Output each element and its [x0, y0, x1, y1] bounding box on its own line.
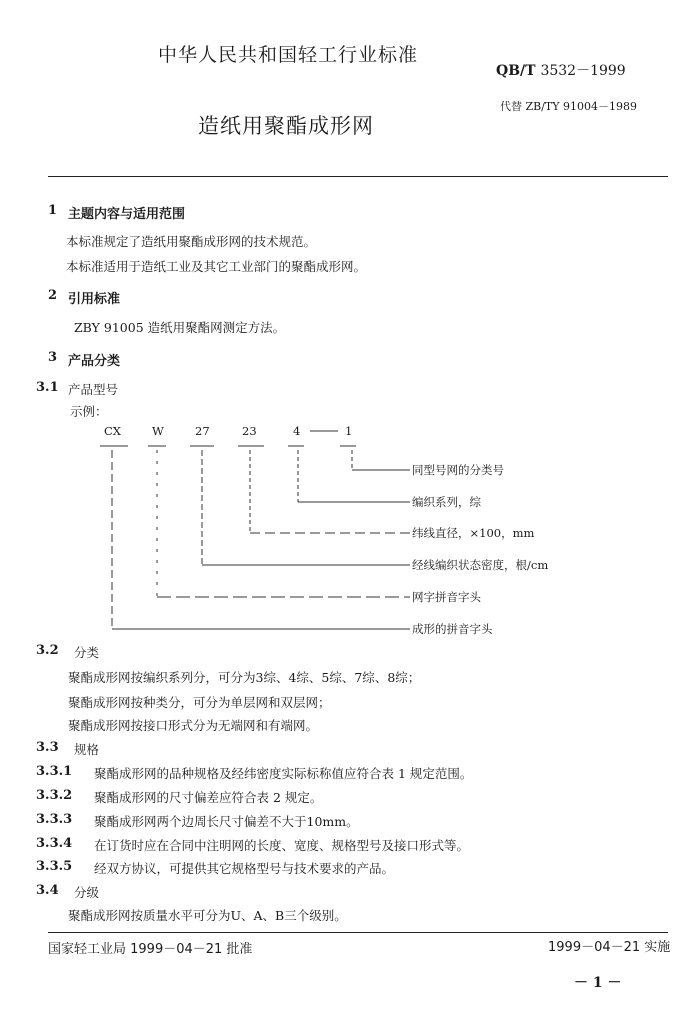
code-part-w: W — [152, 424, 164, 438]
item-3-3-2-text: 聚酯成形网的尺寸偏差应符合表 2 规定。 — [94, 790, 323, 805]
section-3-2-para-3: 聚酯成形网按接口形式分为无端网和有端网。 — [68, 718, 319, 733]
section-2-number: 2 — [48, 288, 58, 303]
item-3-3-1-number: 3.3.1 — [36, 764, 73, 779]
item-3-3-5-text: 经双方协议，可提供其它规格型号与技术要求的产品。 — [94, 861, 395, 876]
section-3-4-title: 分级 — [74, 885, 100, 900]
code-part-1: 1 — [345, 424, 353, 438]
item-3-3-5-number: 3.3.5 — [36, 859, 73, 874]
section-3-3-number: 3.3 — [36, 740, 59, 755]
section-3-1-number: 3.1 — [36, 380, 59, 395]
item-3-3-3-text: 聚酯成形网两个边周长尺寸偏差不大于10mm。 — [94, 814, 359, 829]
section-2-reference: ZBY 91005 造纸用聚酯网测定方法。 — [74, 320, 286, 335]
explain-weft-diameter: 纬线直径，×100，mm — [412, 526, 535, 540]
issuing-body: 中华人民共和国轻工行业标准 — [158, 44, 419, 66]
section-2-title: 引用标准 — [68, 292, 121, 307]
section-3-2-para-1: 聚酯成形网按编织系列分，可分为3综、4综、5综、7综、8综； — [68, 670, 421, 685]
section-1-number: 1 — [48, 203, 58, 218]
code-part-cx: CX — [104, 424, 121, 438]
document-title: 造纸用聚酯成形网 — [198, 114, 374, 138]
explain-class-number: 同型号网的分类号 — [412, 463, 504, 477]
section-3-4-para: 聚酯成形网按质量水平可分为U、A、B三个级别。 — [68, 908, 347, 923]
explain-warp-density: 经线编织状态密度，根/cm — [412, 558, 549, 572]
section-3-number: 3 — [48, 350, 58, 365]
item-3-3-4-number: 3.3.4 — [36, 836, 73, 851]
code-part-27: 27 — [195, 424, 210, 438]
section-3-2-para-2: 聚酯成形网按种类分，可分为单层网和双层网； — [68, 695, 331, 710]
section-3-1-title: 产品型号 — [68, 382, 119, 397]
item-3-3-3-number: 3.3.3 — [36, 812, 73, 827]
effective-date: 1999－04－21 实施 — [548, 940, 671, 955]
example-label: 示例： — [70, 404, 108, 419]
explain-weave-series: 编织系列，综 — [412, 495, 481, 509]
explain-forming-initial: 成形的拼音字头 — [412, 622, 493, 636]
header-rule — [48, 176, 668, 177]
section-3-4-number: 3.4 — [36, 883, 59, 898]
footer-rule — [48, 932, 668, 933]
section-3-2-number: 3.2 — [36, 643, 59, 658]
section-1-para-2: 本标准适用于造纸工业及其它工业部门的聚酯成形网。 — [66, 259, 367, 274]
item-3-3-1-text: 聚酯成形网的品种规格及经纬密度实际标称值应符合表 1 规定范围。 — [94, 766, 473, 781]
item-3-3-2-number: 3.3.2 — [36, 788, 73, 803]
replaces-standard: 代替 ZB/TY 91004－1989 — [500, 100, 638, 113]
item-3-3-4-text: 在订货时应在合同中注明网的长度、宽度、规格型号及接口形式等。 — [94, 838, 470, 853]
code-part-23: 23 — [242, 424, 257, 438]
section-1-para-1: 本标准规定了造纸用聚酯成形网的技术规范。 — [66, 234, 317, 249]
section-3-3-title: 规格 — [74, 742, 100, 757]
standard-code-prefix: QB/T — [496, 63, 536, 79]
approval-date: 国家轻工业局 1999－04－21 批准 — [48, 942, 253, 957]
standard-code — [496, 60, 626, 80]
section-3-2-title: 分类 — [74, 645, 100, 660]
explain-net-initial: 网字拼音字头 — [412, 590, 481, 604]
code-part-4: 4 — [293, 424, 301, 438]
section-1-title: 主题内容与适用范围 — [68, 207, 186, 222]
standard-code-number: 3532－1999 — [540, 63, 626, 79]
page-number: － 1 － — [574, 975, 622, 991]
section-3-title: 产品分类 — [68, 354, 121, 369]
